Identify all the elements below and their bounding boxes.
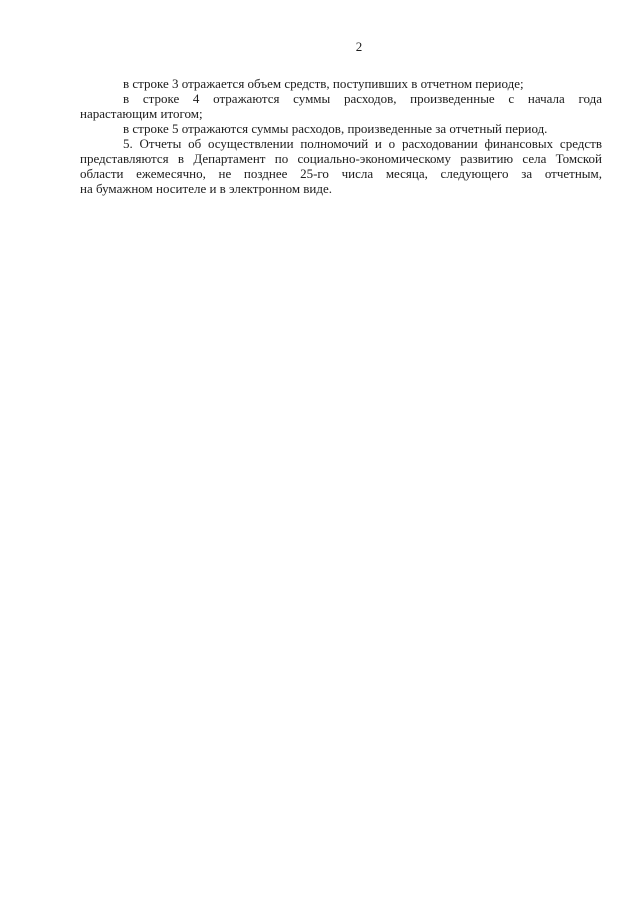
paragraph-line: области ежемесячно, не позднее 25-го числа месяца, следующего за отчетным,: [80, 166, 602, 181]
paragraph: [80, 121, 602, 136]
paragraph: [80, 76, 602, 91]
paragraph-line: в строке 4 отражаются суммы расходов, произведенные с начала года: [123, 91, 602, 106]
paragraph-line: представляются в Департамент по социально-экономическому развитию села Томской: [80, 151, 602, 166]
page-number: 2: [355, 39, 363, 54]
paragraph-line: в строке 3 отражается объем средств, поступивших в отчетном периоде;: [123, 76, 524, 91]
document-body: [80, 76, 602, 196]
paragraph: [80, 91, 602, 121]
paragraph-line: в строке 5 отражаются суммы расходов, произведенные за отчетный период.: [123, 121, 548, 136]
paragraph-line: нарастающим итогом;: [80, 106, 203, 121]
paragraph-line: на бумажном носителе и в электронном виде.: [80, 181, 333, 196]
paragraph-line: 5. Отчеты об осуществлении полномочий и о расходовании финансовых средств: [123, 136, 602, 151]
paragraph: [80, 136, 602, 196]
